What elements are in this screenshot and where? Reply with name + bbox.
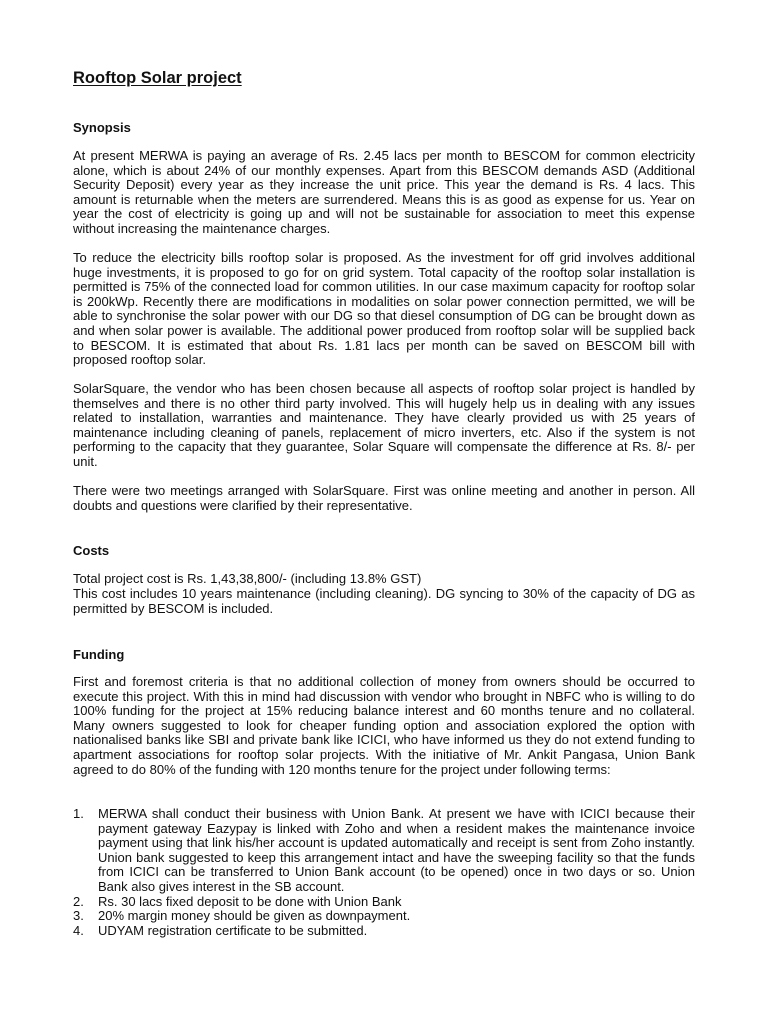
list-item xyxy=(73,924,695,939)
funding-terms-list xyxy=(73,807,695,938)
list-item xyxy=(73,807,695,895)
costs-heading: Costs xyxy=(73,543,110,558)
list-item-text: UDYAM registration certificate to be submitted. xyxy=(98,922,368,938)
list-item xyxy=(73,909,695,924)
list-item-text: 20% margin money should be given as downpayment. xyxy=(98,908,411,924)
list-item-number: 1. xyxy=(73,806,84,821)
funding-heading: Funding xyxy=(73,647,125,662)
list-item-text: MERWA shall conduct their business with Union Bank. At present we have with ICICI because their payment gateway Eazypay is linked with Zoho and when a resident makes the maintenance invoice payment using that link his/her account is updated automatically and receipt is sent from Zoho instantly. Union bank suggested to keep this arrangement intact and have the sweeping facility so that the funds from ICICI can be transferred to Union Bank account (to be opened) once in two days or so. Union Bank also gives interest in the SB account. xyxy=(98,806,695,894)
synopsis-paragraph-3: SolarSquare, the vendor who has been chosen because all aspects of rooftop solar project is handled by themselves and there is no other third party involved. This will hugely help us in dealing with any issues related to installation, warranties and maintenance. They have clearly provided us with 25 years of maintenance including cleaning of panels, replacement of micro inverters, etc. Also if the system is not performing to the capacity that they guarantee, Solar Square will compensate the difference at Rs. 8/- per unit. xyxy=(73,381,695,469)
list-item-text: Rs. 30 lacs fixed deposit to be done with Union Bank xyxy=(98,893,402,909)
costs-includes-line: This cost includes 10 years maintenance (including cleaning). DG syncing to 30% of the capacity of DG as permitted by BESCOM is included. xyxy=(73,586,695,616)
document-title: Rooftop Solar project xyxy=(73,69,242,87)
list-item-number: 4. xyxy=(73,922,84,938)
list-item-number: 2. xyxy=(73,893,84,909)
funding-paragraph: First and foremost criteria is that no additional collection of money from owners should be occurred to execute this project. With this in mind had discussion with vendor who brought in NBFC who is willing to do 100% funding for the project at 15% reducing balance interest and 60 months tenure and no collateral. Many owners suggested to look for cheaper funding option and association explored the option with nationalised banks like SBI and private bank like ICICI, who have informed us they do not extend funding to apartment associations for rooftop solar projects. With the initiative of Mr. Ankit Pangasa, Union Bank agreed to do 80% of the funding with 120 months tenure for the project under following terms: xyxy=(73,674,695,777)
list-item-number: 3. xyxy=(73,908,84,924)
synopsis-paragraph-1: At present MERWA is paying an average of Rs. 2.45 lacs per month to BESCOM for common electricity alone, which is about 24% of our monthly expenses. Apart from this BESCOM demands ASD (Additional Security Deposit) every year as they increase the unit price. This year the demand is Rs. 4 lacs. This amount is returnable when the meters are surrendered. Means this is as good as expense for us. Year on year the cost of electricity is going up and will not be sustainable for association to meet this expense without increasing the maintenance charges. xyxy=(73,148,695,236)
costs-total-line: Total project cost is Rs. 1,43,38,800/- (including 13.8% GST) xyxy=(73,571,422,586)
synopsis-heading: Synopsis xyxy=(73,120,131,135)
synopsis-paragraph-4: There were two meetings arranged with SolarSquare. First was online meeting and another in person. All doubts and questions were clarified by their representative. xyxy=(73,483,695,513)
list-item xyxy=(73,895,695,910)
synopsis-paragraph-2: To reduce the electricity bills rooftop solar is proposed. As the investment for off grid involves additional huge investments, it is proposed to go for on grid system. Total capacity of the rooftop solar installation is permitted is 75% of the connected load for common utilities. In our case maximum capacity for rooftop solar is 200kWp. Recently there are modifications in modalities on solar power connection permitted, we will be able to synchronise the solar power with our DG so that diesel consumption of DG can be brought down as and when solar power is available. The additional power produced from rooftop solar will be supplied back to BESCOM. It is estimated that about Rs. 1.81 lacs per month can be saved on BESCOM bill with proposed rooftop solar. xyxy=(73,250,695,368)
